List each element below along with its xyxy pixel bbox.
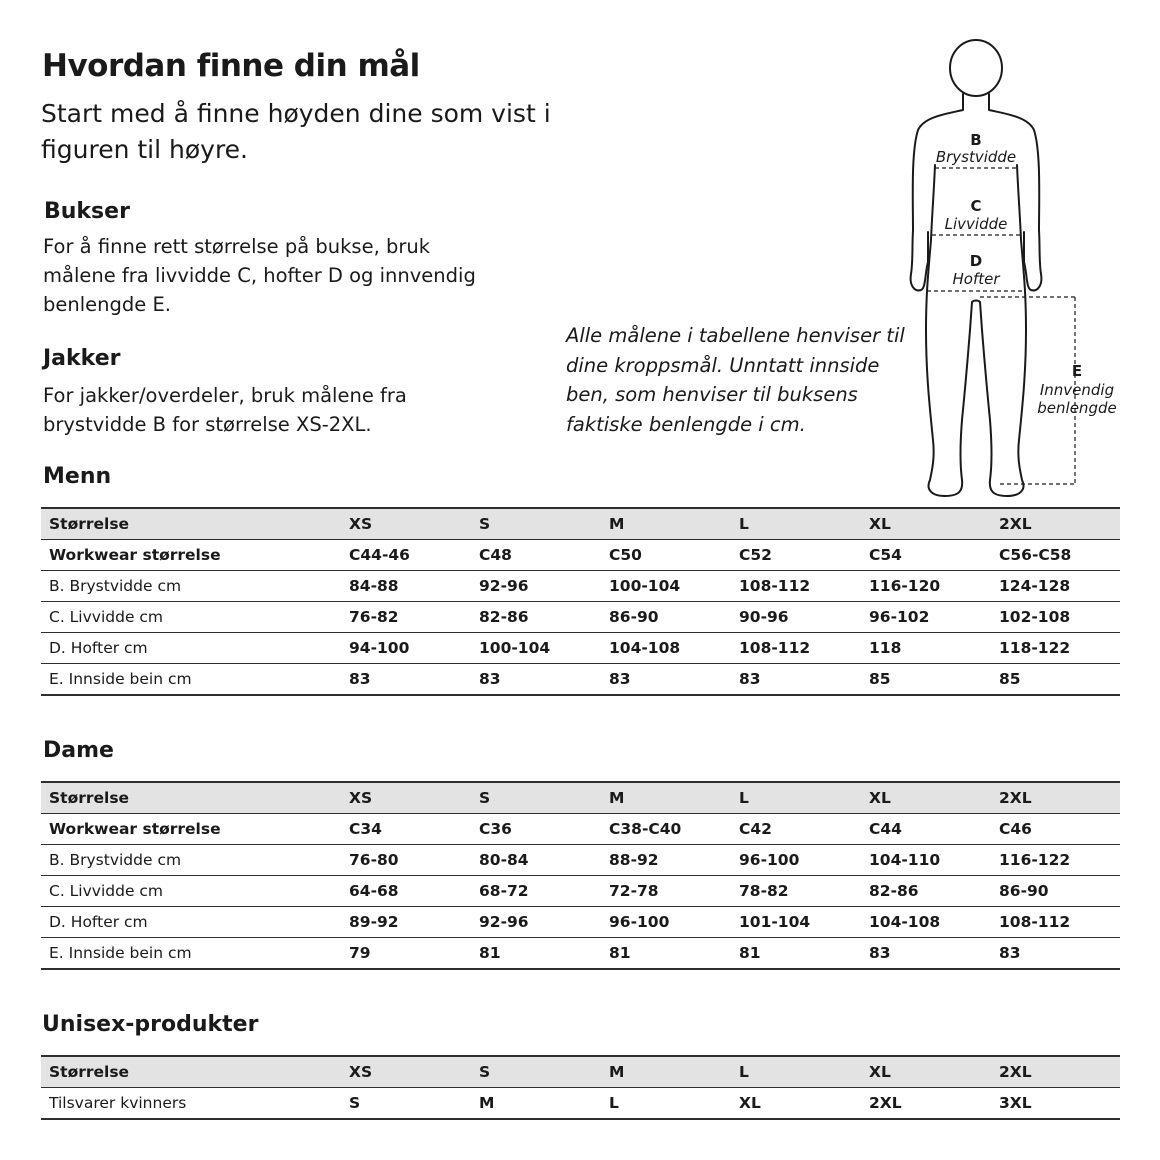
figure-c-letter: C [970,197,982,215]
table-cell: 83 [731,664,861,696]
table-cell: 3XL [991,1088,1120,1120]
table-cell: 104-108 [861,907,991,938]
figure-e-label-2: benlengde [1037,399,1117,417]
size-header-cell: M [601,508,731,540]
table-header-row [41,1056,1120,1088]
table-cell: C38-C40 [601,814,731,845]
dame-table [41,781,1120,970]
table-cell: XL [731,1088,861,1120]
table-cell: 94-100 [341,633,471,664]
body-outline-icon [900,35,1140,505]
row-label: Tilsvarer kvinners [41,1088,341,1120]
table-cell: 83 [471,664,601,696]
table-cell: 116-120 [861,571,991,602]
size-header-cell: 2XL [991,782,1120,814]
figure-b-label: Brystvidde [935,148,1017,166]
table-cell: C36 [471,814,601,845]
dame-heading: Dame [43,738,114,763]
table-cell: 85 [991,664,1120,696]
table-cell: 82-86 [861,876,991,907]
row-label: E. Innside bein cm [41,664,341,696]
table-cell: 2XL [861,1088,991,1120]
table-cell: C34 [341,814,471,845]
table-row [41,633,1120,664]
table-cell: 72-78 [601,876,731,907]
jakker-heading: Jakker [43,346,121,371]
table-cell: S [341,1088,471,1120]
table-cell: 96-100 [601,907,731,938]
row-label: Størrelse [41,1056,341,1088]
row-label: Størrelse [41,782,341,814]
table-cell: 81 [731,938,861,970]
table-cell: 85 [861,664,991,696]
table-cell: 92-96 [471,907,601,938]
table-header-row [41,782,1120,814]
size-header-cell: M [601,1056,731,1088]
row-label: Workwear størrelse [41,814,341,845]
table-cell: C48 [471,540,601,571]
table-cell: M [471,1088,601,1120]
table-row [41,571,1120,602]
size-header-cell: S [471,1056,601,1088]
table-cell: 92-96 [471,571,601,602]
table-cell: 80-84 [471,845,601,876]
menn-heading: Menn [43,464,112,489]
table-cell: 83 [861,938,991,970]
unisex-table [41,1055,1120,1120]
figure-b-letter: B [970,131,982,149]
size-header-cell: L [731,1056,861,1088]
table-row [41,540,1120,571]
table-cell: 100-104 [471,633,601,664]
table-cell: 108-112 [731,571,861,602]
table-cell: L [601,1088,731,1120]
row-label: D. Hofter cm [41,907,341,938]
table-header-row [41,508,1120,540]
size-header-cell: 2XL [991,1056,1120,1088]
size-header-cell: XL [861,508,991,540]
table-cell: 81 [601,938,731,970]
table-cell: 83 [341,664,471,696]
table-cell: 84-88 [341,571,471,602]
row-label: C. Livvidde cm [41,876,341,907]
table-cell: 68-72 [471,876,601,907]
table-cell: 104-108 [601,633,731,664]
table-cell: C44-46 [341,540,471,571]
table-cell: 86-90 [601,602,731,633]
table-cell: 100-104 [601,571,731,602]
table-cell: C46 [991,814,1120,845]
table-cell: C56-C58 [991,540,1120,571]
table-row [41,602,1120,633]
table-row [41,938,1120,970]
row-label: B. Brystvidde cm [41,845,341,876]
table-cell: C52 [731,540,861,571]
size-header-cell: S [471,782,601,814]
row-label: Størrelse [41,508,341,540]
table-cell: 88-92 [601,845,731,876]
size-header-cell: 2XL [991,508,1120,540]
figure-d-letter: D [969,252,983,270]
table-row [41,845,1120,876]
table-cell: 102-108 [991,602,1120,633]
table-cell: 81 [471,938,601,970]
row-label: D. Hofter cm [41,633,341,664]
table-cell: 124-128 [991,571,1120,602]
size-header-cell: XS [341,508,471,540]
size-header-cell: S [471,508,601,540]
table-cell: 89-92 [341,907,471,938]
table-cell: 83 [991,938,1120,970]
row-label: B. Brystvidde cm [41,571,341,602]
table-cell: 79 [341,938,471,970]
table-cell: 76-82 [341,602,471,633]
size-header-cell: XL [861,782,991,814]
table-cell: 96-100 [731,845,861,876]
size-header-cell: XS [341,782,471,814]
row-label: C. Livvidde cm [41,602,341,633]
table-row [41,876,1120,907]
table-cell: 118 [861,633,991,664]
row-label: E. Innside bein cm [41,938,341,970]
table-cell: 101-104 [731,907,861,938]
size-header-cell: XL [861,1056,991,1088]
table-cell: C42 [731,814,861,845]
table-cell: C50 [601,540,731,571]
jakker-text: For jakker/overdeler, bruk målene fra brystvidde B for størrelse XS-2XL. [43,384,407,436]
bukser-text: For å finne rett størrelse på bukse, bruk målene fra livvidde C, hofter D og innvendig benlengde E. [43,235,476,316]
table-cell: 96-102 [861,602,991,633]
size-header-cell: L [731,782,861,814]
figure-d-label: Hofter [952,270,1000,288]
page-title: Hvordan finne din mål [42,48,420,84]
table-row [41,814,1120,845]
row-label: Workwear størrelse [41,540,341,571]
page-subtitle: Start med å finne høyden dine som vist i figuren til høyre. [41,99,551,164]
table-cell: 108-112 [991,907,1120,938]
table-row [41,907,1120,938]
figure-e-letter: E [1071,362,1083,380]
measurement-note: Alle målene i tabellene henviser til dine kroppsmål. Unntatt innside ben, som henviser til buksens faktiske benlengde i cm. [566,324,905,436]
table-cell: 78-82 [731,876,861,907]
table-cell: C44 [861,814,991,845]
table-row [41,1088,1120,1120]
table-cell: 82-86 [471,602,601,633]
table-cell: 83 [601,664,731,696]
table-cell: 90-96 [731,602,861,633]
unisex-heading: Unisex-produkter [42,1012,259,1037]
table-cell: 118-122 [991,633,1120,664]
table-cell: 86-90 [991,876,1120,907]
size-header-cell: XS [341,1056,471,1088]
table-cell: C54 [861,540,991,571]
table-cell: 108-112 [731,633,861,664]
table-cell: 76-80 [341,845,471,876]
table-cell: 64-68 [341,876,471,907]
menn-table [41,507,1120,696]
table-cell: 116-122 [991,845,1120,876]
size-header-cell: L [731,508,861,540]
table-cell: 104-110 [861,845,991,876]
size-header-cell: M [601,782,731,814]
figure-e-label-1: Innvendig [1039,381,1115,399]
figure-c-label: Livvidde [944,215,1008,233]
table-row [41,664,1120,696]
bukser-heading: Bukser [44,199,130,224]
